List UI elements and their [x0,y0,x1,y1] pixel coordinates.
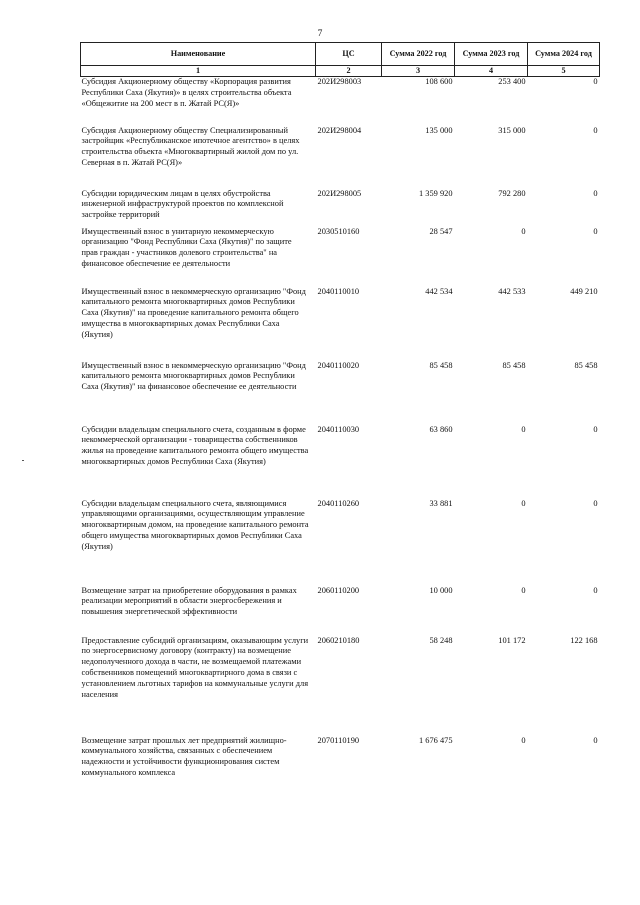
page-number: 7 [317,29,323,39]
row-sum-2024: 0 [593,125,598,135]
row-sum-2023: 0 [521,585,526,595]
row-code: 2040110030 [317,424,360,434]
row-name: Имущественный взнос в унитарную некоммерческую организацию "Фонд Республики Саха (Якутия)" по защите прав граждан - участников долевого строительства" на финансовое обеспечение ее деятельности [81,226,292,269]
row-code: 2040110020 [317,360,360,370]
row-code: 2070110190 [317,735,360,745]
row-sum-2022: 442 534 [425,286,453,296]
margin-mark [22,460,24,461]
row-sum-2022: 135 000 [425,125,453,135]
row-sum-2024: 122 168 [570,635,598,645]
row-code: 202И298003 [317,77,362,86]
row-name: Субсидии владельцам специального счета, созданным в форме некоммерческой организации - товарищества собственников жилья на проведение капитального ремонта общего имущества многоквартирных домов Республики Саха (Якутия) [81,424,309,467]
row-sum-2024: 0 [593,226,598,236]
row-sum-2024: 0 [593,77,598,86]
table-row [81,189,600,227]
column-number: 4 [455,66,528,77]
row-sum-2022: 63 860 [429,424,453,434]
row-name: Предоставление субсидий организациям, оказывающим услуги по энергосервисному договору (контракту) на возмещение недополученного дохода в части, не возмещаемой платежами собственников помещений многоквартирного дома в связи с установлением льготных тарифов на коммунальные услуги для населения [81,635,309,700]
row-sum-2023: 0 [521,498,526,508]
row-sum-2024: 0 [593,424,598,434]
row-sum-2022: 1 676 475 [419,735,453,745]
table-row [81,586,600,636]
row-sum-2022: 85 458 [429,360,453,370]
table-row [81,361,600,425]
column-number-row [81,66,600,77]
row-sum-2024: 0 [593,735,598,745]
row-sum-2024: 0 [593,188,598,198]
row-sum-2023: 442 533 [498,286,526,296]
row-sum-2023: 792 280 [498,188,526,198]
table-row [81,736,600,796]
header-code: ЦС [316,43,382,66]
table-row [81,636,600,736]
header-sum-2023: Сумма 2023 год [455,43,528,66]
row-sum-2023: 0 [521,226,526,236]
row-code: 2060110200 [317,585,360,595]
row-sum-2022: 28 547 [429,226,453,236]
row-name: Субсидия Акционерному обществу Специализированный застройщик «Республиканское ипотечное агентство» в целях строительства объекта «Многоквартирный жилой дом по ул. Северная в п. Жатай РС(Я)» [81,125,300,168]
row-code: 2040110010 [317,286,360,296]
row-sum-2024: 0 [593,498,598,508]
row-code: 202И298004 [317,125,362,135]
budget-table [80,42,600,796]
row-sum-2022: 33 881 [429,498,453,508]
row-sum-2022: 10 000 [429,585,453,595]
column-number: 5 [528,66,600,77]
column-number: 2 [316,66,382,77]
row-name: Субсидия Акционерному обществу «Корпорация развития Республики Саха (Якутия)» в целях строительства объекта «Общежитие на 200 мест в п. Жатай РС(Я)» [81,77,292,108]
row-name: Имущественный взнос в некоммерческую организацию "Фонд капитального ремонта многоквартирных домов Республики Саха (Якутия)" на финансовое обеспечение ее деятельности [81,360,306,392]
header-sum-2024: Сумма 2024 год [528,43,600,66]
row-sum-2023: 315 000 [498,125,526,135]
row-sum-2023: 101 172 [498,635,526,645]
row-sum-2022: 1 359 920 [419,188,453,198]
table-row [81,287,600,361]
column-number: 3 [382,66,455,77]
row-sum-2024: 85 458 [574,360,598,370]
table-row [81,499,600,586]
row-sum-2023: 85 458 [502,360,526,370]
row-name: Возмещение затрат прошлых лет предприятий жилищно-коммунального хозяйства, связанных с обеспечением надежности и устойчивости функционирования систем коммунального комплекса [81,735,287,778]
table-row [81,227,600,287]
header-row [81,43,600,66]
table-row [81,126,600,189]
row-name: Субсидии юридическим лицам в целях обустройства инженерной инфраструктурой проектов по комплексной застройке территорий [81,188,284,220]
table-row [81,77,600,126]
row-sum-2023: 253 400 [498,77,526,86]
column-number: 1 [81,66,316,77]
table-row [81,425,600,499]
row-sum-2023: 0 [521,735,526,745]
row-code: 202И298005 [317,188,362,198]
row-name: Имущественный взнос в некоммерческую организацию "Фонд капитального ремонта многоквартирных домов Республики Саха (Якутия)" на проведение капитального ремонта общего имущества в многоквартирных домах Республики Саха (Якутия) [81,286,306,340]
row-code: 2060210180 [317,635,360,645]
row-name: Возмещение затрат на приобретение оборудования в рамках реализации мероприятий в области энергосбережения и повышения энергетической эффективности [81,585,297,617]
row-sum-2024: 449 210 [570,286,598,296]
row-name: Субсидии владельцам специального счета, являющимися управляющими организациями, осуществляющим управление многоквартирным домом, на проведение капитального ремонта общего имущества многоквартирных домов Республики Саха (Якутия) [81,498,309,552]
header-name: Наименование [81,43,316,66]
row-code: 2030510160 [317,226,360,236]
row-sum-2022: 108 600 [425,77,453,86]
row-code: 2040110260 [317,498,360,508]
row-sum-2023: 0 [521,424,526,434]
header-sum-2022: Сумма 2022 год [382,43,455,66]
row-sum-2022: 58 248 [429,635,453,645]
row-sum-2024: 0 [593,585,598,595]
